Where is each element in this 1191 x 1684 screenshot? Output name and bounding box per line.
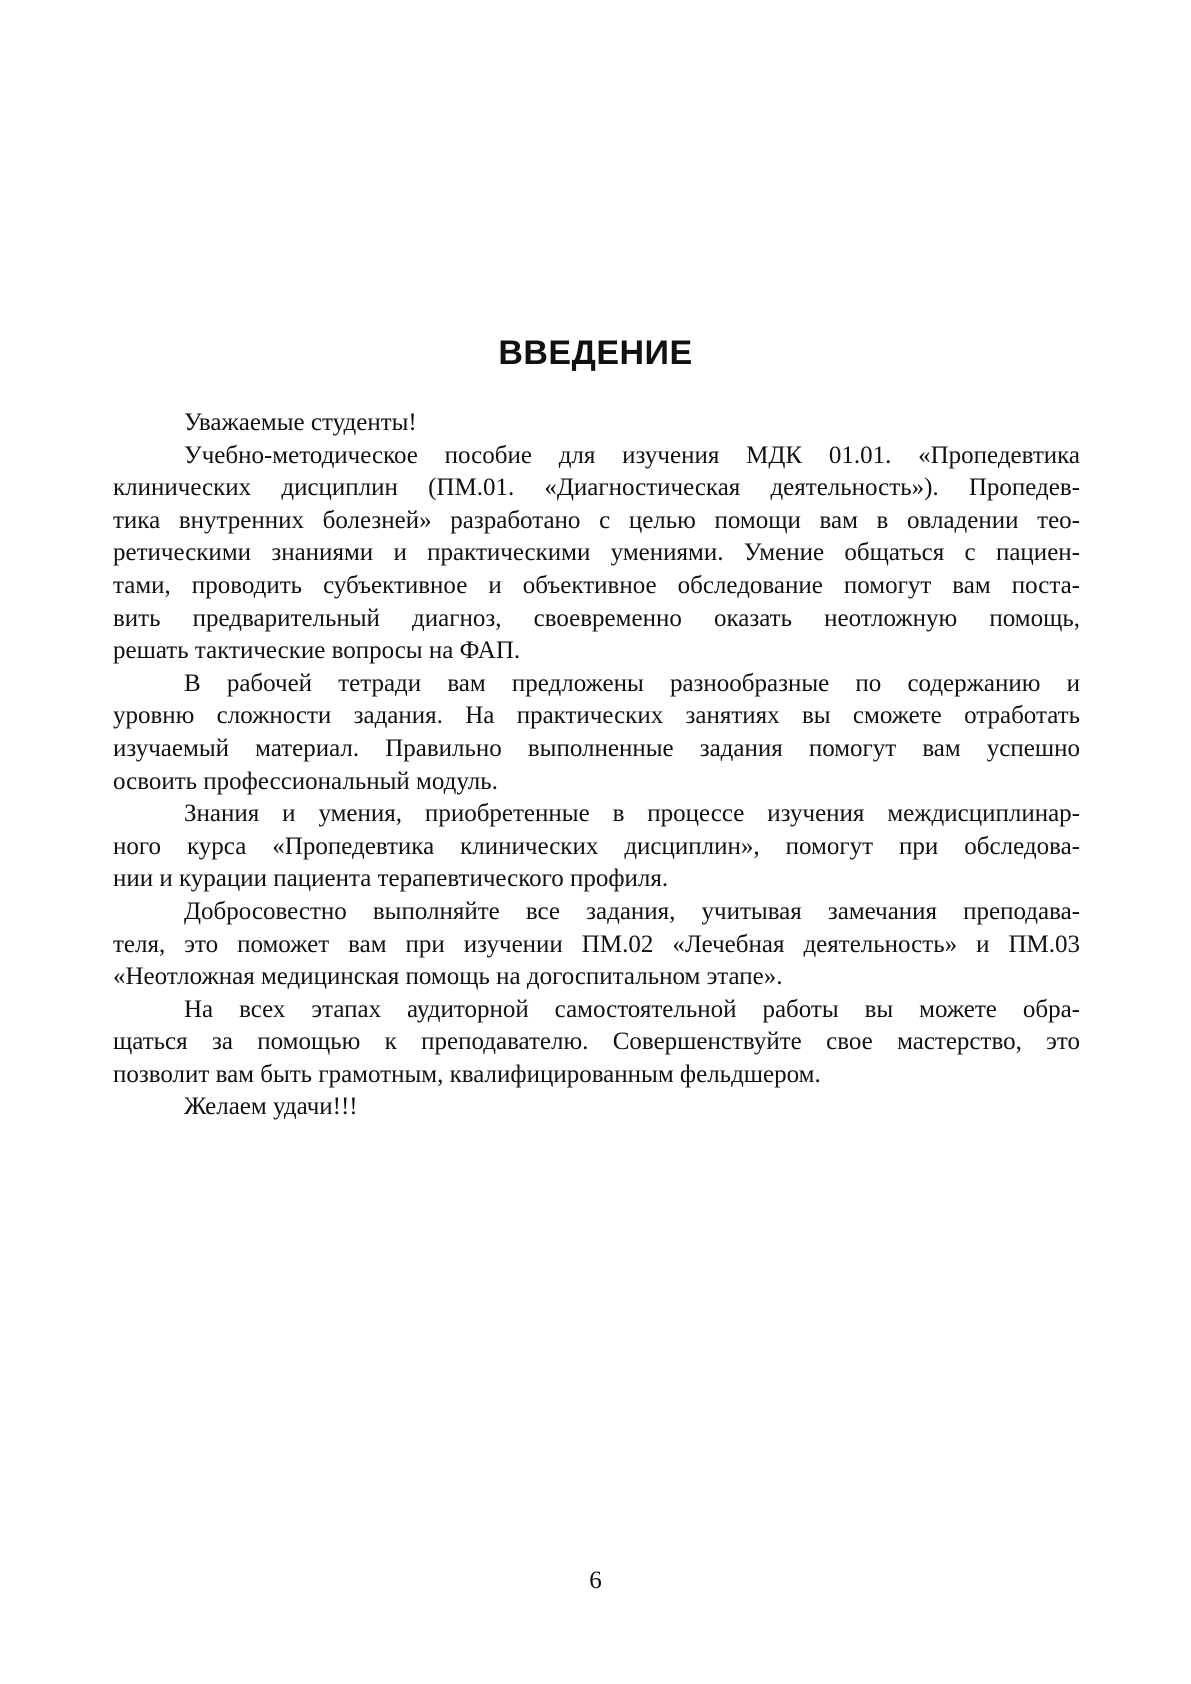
text-line: В рабочей тетради вам предложены разнообразные по содержанию и [184, 669, 1080, 697]
text-line: решать тактические вопросы на ФАП. [113, 637, 521, 665]
text-line: На всех этапах аудиторной самостоятельной работы вы можете обра- [184, 995, 1080, 1023]
text-line: ретическими знаниями и практическими умениями. Умение общаться с пациен- [113, 539, 1080, 567]
text-line: нии и курации пациента терапевтического профиля. [113, 865, 669, 893]
text-line: уровню сложности задания. На практических занятиях вы сможете отработать [113, 702, 1080, 730]
text-line: щаться за помощью к преподавателю. Совершенствуйте свое мастерство, это [113, 1028, 1080, 1056]
text-line: тика внутренних болезней» разработано с целью помощи вам в овладении тео- [113, 506, 1080, 534]
text-line: позволит вам быть грамотным, квалифицированным фельдшером. [113, 1060, 821, 1088]
page-title: ВВЕДЕНИЕ [498, 334, 693, 372]
text-line: клинических дисциплин (ПМ.01. «Диагностическая деятельность»). Пропедев- [113, 474, 1080, 502]
text-line: Добросовестно выполняйте все задания, учитывая замечания преподава- [184, 897, 1080, 925]
text-line: вить предварительный диагноз, своевременно оказать неотложную помощь, [113, 604, 1080, 632]
page-number: 6 [589, 1567, 602, 1594]
text-line: ного курса «Пропедевтика клинических дисциплин», помогут при обследова- [113, 832, 1080, 860]
text-line: изучаемый материал. Правильно выполненные задания помогут вам успешно [113, 734, 1080, 762]
text-line: тами, проводить субъективное и объективное обследование помогут вам поста- [113, 571, 1080, 599]
text-line: теля, это поможет вам при изучении ПМ.02 «Лечебная деятельность» и ПМ.03 [113, 930, 1080, 958]
body-text [113, 407, 1080, 1124]
text-line: Учебно-методическое пособие для изучения МДК 01.01. «Пропедевтика [184, 441, 1080, 469]
text-line: Уважаемые студенты! [184, 409, 417, 436]
text-line: Знания и умения, приобретенные в процессе изучения междисциплинар- [184, 800, 1080, 828]
text-line: Желаем удачи!!! [184, 1093, 358, 1121]
text-line: освоить профессиональный модуль. [113, 767, 498, 795]
text-line: «Неотложная медицинская помощь на догоспитальном этапе». [113, 963, 783, 991]
